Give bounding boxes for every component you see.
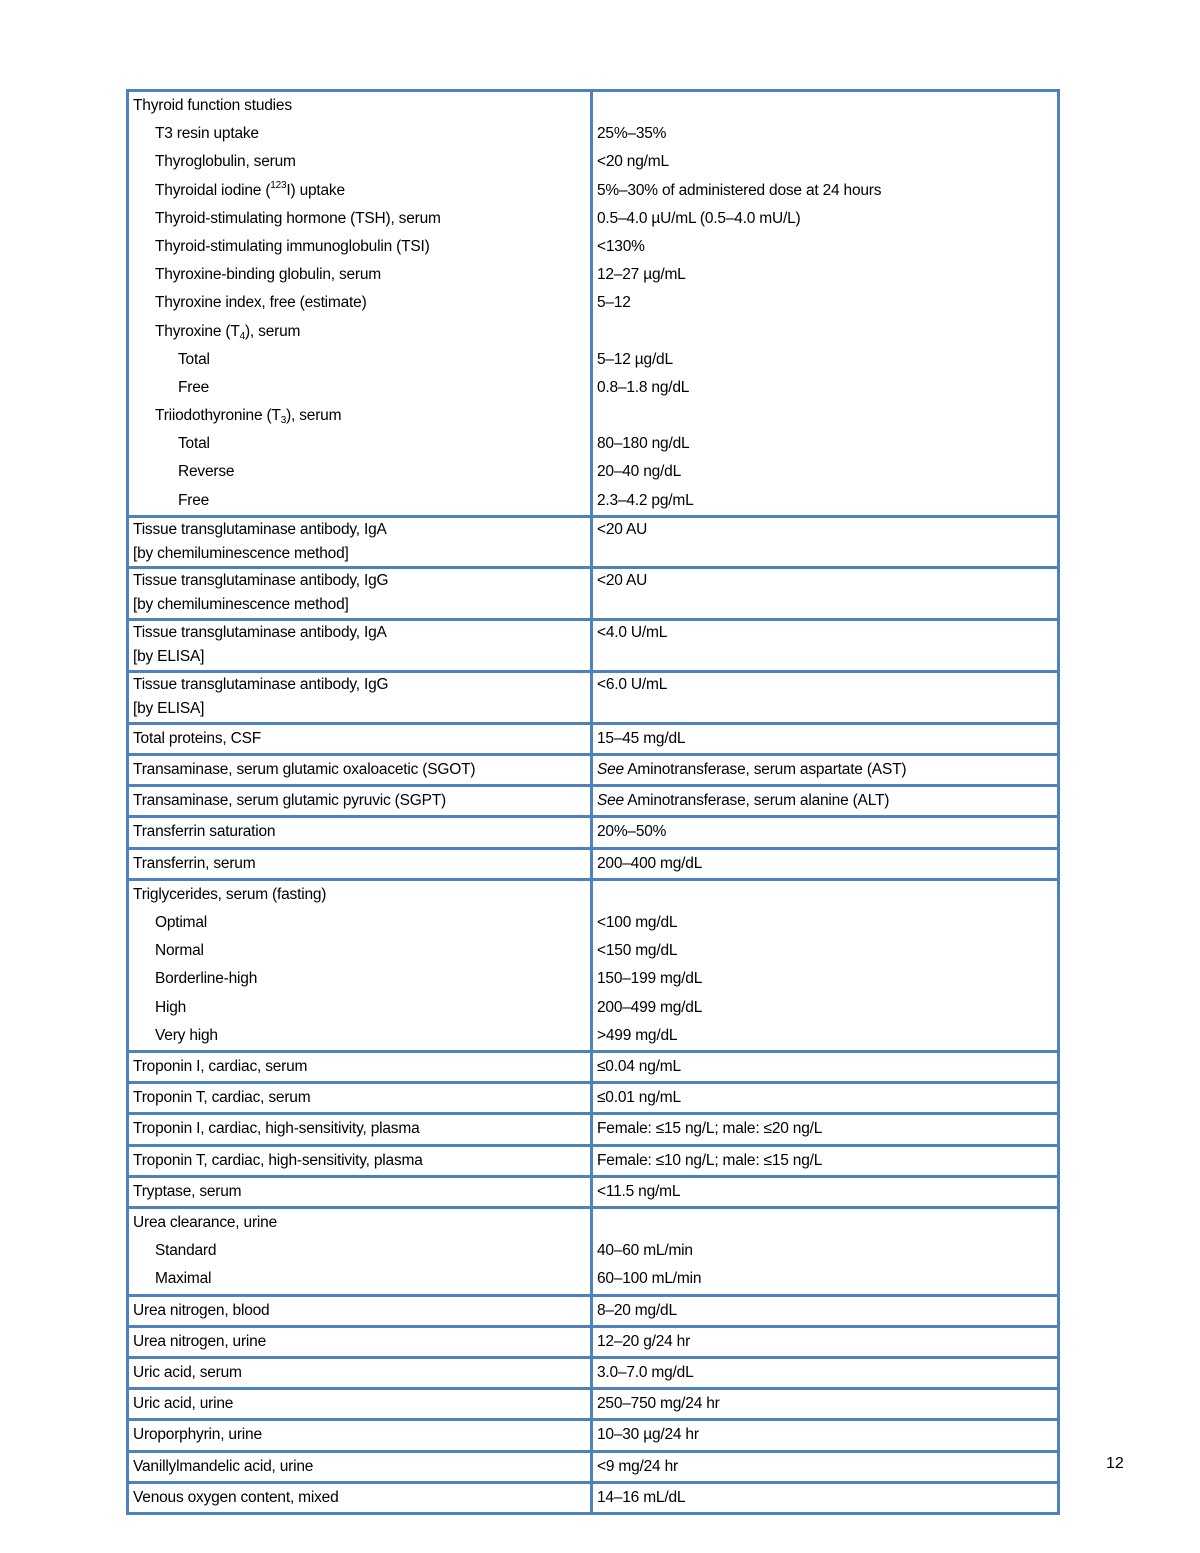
test-name: High (155, 998, 187, 1016)
test-name: Troponin T, cardiac, high-sensitivity, plasma (128, 1145, 592, 1176)
test-name-cell (128, 567, 592, 619)
reference-value: 40–60 mL/min (597, 1242, 693, 1260)
table-row (128, 1114, 1059, 1145)
test-method: [by chemiluminescence method] (133, 595, 349, 613)
reference-value: 200–499 mg/dL (597, 998, 703, 1016)
test-method: [by ELISA] (133, 699, 205, 717)
test-name: Normal (155, 942, 204, 960)
test-name: Transferrin saturation (128, 817, 592, 848)
table-row (128, 786, 1059, 817)
reference-value: <11.5 ng/mL (592, 1176, 1059, 1207)
reference-value: 0.5–4.0 µU/mL (0.5–4.0 mU/L) (597, 209, 801, 227)
test-name-cell (128, 879, 592, 1051)
table-row (128, 1326, 1059, 1357)
test-name: Thyroxine $(T_4)$, serum (155, 322, 301, 342)
reference-value: <9 mg/24 hr (592, 1451, 1059, 1482)
test-name-cell (128, 619, 592, 671)
reference-value-cell (592, 516, 1059, 567)
reference-value: <20 AU (597, 520, 648, 538)
page-number: 12 (1106, 1455, 1124, 1472)
test-name: Tissue transglutaminase antibody, IgA (133, 520, 387, 538)
table-row (128, 1389, 1059, 1420)
reference-value: 250–750 mg/24 hr (592, 1389, 1059, 1420)
table-row (128, 1083, 1059, 1114)
test-name: Uroporphyrin, urine (128, 1420, 592, 1451)
table-row (128, 91, 1059, 517)
reference-value: Aminotransferase, serum alanine (ALT) (627, 792, 890, 810)
test-name-cell (128, 516, 592, 567)
test-name: Free (178, 491, 210, 509)
test-name: Borderline-high (155, 970, 258, 988)
test-name: Free (178, 378, 210, 396)
test-name-cell (128, 1207, 592, 1295)
test-name-cell (128, 671, 592, 723)
test-name: T3 resin uptake (155, 125, 259, 143)
test-name: Troponin I, cardiac, serum (128, 1051, 592, 1082)
reference-value: <20 ng/mL (597, 153, 669, 171)
table-row (128, 1420, 1059, 1451)
test-name: Urea nitrogen, blood (128, 1295, 592, 1326)
reference-value-cell (592, 567, 1059, 619)
test-name: Thyroxine-binding globulin, serum (155, 266, 382, 284)
reference-ranges-table (126, 89, 1060, 1515)
table-row (128, 879, 1059, 1051)
reference-value: 5–12 µg/dL (597, 350, 673, 368)
reference-value: 15–45 mg/dL (592, 723, 1059, 754)
reference-value: 60–100 mL/min (597, 1270, 702, 1288)
table-row (128, 671, 1059, 723)
reference-value: 14–16 mL/dL (592, 1482, 1059, 1513)
test-name: Uric acid, urine (128, 1389, 592, 1420)
reference-value: 25%–35% (597, 125, 667, 143)
table-row (128, 755, 1059, 786)
test-name: Maximal (155, 1270, 212, 1288)
test-name: Tryptase, serum (128, 1176, 592, 1207)
test-name: Transaminase, serum glutamic oxaloacetic (SGOT) (128, 755, 592, 786)
table-row (128, 1145, 1059, 1176)
reference-value: 10–30 µg/24 hr (592, 1420, 1059, 1451)
reference-value-cell (592, 671, 1059, 723)
table-row (128, 1295, 1059, 1326)
test-name: Tissue transglutaminase antibody, IgG (133, 675, 389, 693)
test-name: Uric acid, serum (128, 1357, 592, 1388)
test-name: Thyroxine index, free (estimate) (155, 294, 367, 312)
see-label: See (597, 792, 624, 810)
table-row (128, 567, 1059, 619)
reference-value-cell (592, 1207, 1059, 1295)
reference-value-cell (592, 619, 1059, 671)
see-label: See (597, 761, 624, 779)
table-row (128, 1207, 1059, 1295)
reference-value-cell (592, 879, 1059, 1051)
section-title: Urea clearance, urine (133, 1213, 277, 1231)
reference-value: 20–40 ng/dL (597, 463, 681, 481)
reference-value: ≤0.01 ng/mL (592, 1083, 1059, 1114)
test-name: Tissue transglutaminase antibody, IgA (133, 623, 387, 641)
test-name: Total (178, 350, 210, 368)
test-name: Optimal (155, 914, 208, 932)
reference-value: 2.3–4.2 pg/mL (597, 491, 694, 509)
table-row (128, 1357, 1059, 1388)
reference-value: Female: ≤10 ng/L; male: ≤15 ng/L (592, 1145, 1059, 1176)
test-name: Venous oxygen content, mixed (128, 1482, 592, 1513)
table-row (128, 1451, 1059, 1482)
reference-value: 5%–30% of administered dose at 24 hours (597, 181, 882, 199)
test-name: Very high (155, 1026, 218, 1044)
test-name: Thyroidal iodine ($^{123}$I) uptake (155, 179, 345, 199)
section-title: Thyroid function studies (133, 97, 292, 114)
test-name: Transferrin, serum (128, 848, 592, 879)
reference-value: Female: ≤15 ng/L; male: ≤20 ng/L (592, 1114, 1059, 1145)
reference-value: 200–400 mg/dL (592, 848, 1059, 879)
table-row (128, 1051, 1059, 1082)
test-name: Vanillylmandelic acid, urine (128, 1451, 592, 1482)
table-row (128, 516, 1059, 567)
reference-value: <4.0 U/mL (597, 623, 668, 641)
reference-value: 150–199 mg/dL (597, 970, 703, 988)
reference-value-cell (592, 91, 1059, 517)
table-row (128, 1176, 1059, 1207)
test-name: Urea nitrogen, urine (128, 1326, 592, 1357)
reference-value: 8–20 mg/dL (592, 1295, 1059, 1326)
reference-value: 20%–50% (592, 817, 1059, 848)
table-row (128, 723, 1059, 754)
test-name: Troponin I, cardiac, high-sensitivity, plasma (128, 1114, 592, 1145)
reference-value-cell (592, 786, 1059, 817)
reference-value: Aminotransferase, serum aspartate (AST) (627, 761, 907, 779)
test-method: [by ELISA] (133, 647, 205, 665)
test-name: Transaminase, serum glutamic pyruvic (SGPT) (128, 786, 592, 817)
reference-value: 0.8–1.8 ng/dL (597, 378, 690, 396)
test-name: Troponin T, cardiac, serum (128, 1083, 592, 1114)
table-row (128, 619, 1059, 671)
test-name: Tissue transglutaminase antibody, IgG (133, 571, 389, 589)
reference-value: ≤0.04 ng/mL (592, 1051, 1059, 1082)
test-name: Thyroglobulin, serum (155, 153, 296, 171)
test-name: Standard (155, 1242, 217, 1260)
reference-value: 12–27 µg/mL (597, 266, 686, 284)
test-name-cell (128, 91, 592, 517)
reference-value: 80–180 ng/dL (597, 435, 690, 453)
section-title: Triglycerides, serum (fasting) (133, 885, 327, 903)
test-name: Total proteins, CSF (128, 723, 592, 754)
reference-value: <150 mg/dL (597, 942, 678, 960)
test-name: Thyroid-stimulating immunoglobulin (TSI) (155, 237, 430, 255)
test-name: Reverse (178, 463, 235, 481)
test-method: [by chemiluminescence method] (133, 544, 349, 562)
table-row (128, 1482, 1059, 1513)
reference-value-cell (592, 755, 1059, 786)
reference-value: 12–20 g/24 hr (592, 1326, 1059, 1357)
reference-value: >499 mg/dL (597, 1026, 678, 1044)
reference-value: <6.0 U/mL (597, 675, 668, 693)
reference-value: 3.0–7.0 mg/dL (592, 1357, 1059, 1388)
test-name: Total (178, 435, 210, 453)
reference-value: <130% (597, 237, 645, 255)
table-row (128, 817, 1059, 848)
table-row (128, 848, 1059, 879)
test-name: Triiodothyronine $(T_3)$, serum (155, 407, 342, 427)
test-name: Thyroid-stimulating hormone (TSH), serum (155, 209, 441, 227)
reference-value: <20 AU (597, 571, 648, 589)
reference-value: <100 mg/dL (597, 914, 678, 932)
reference-value: 5–12 (597, 294, 631, 312)
